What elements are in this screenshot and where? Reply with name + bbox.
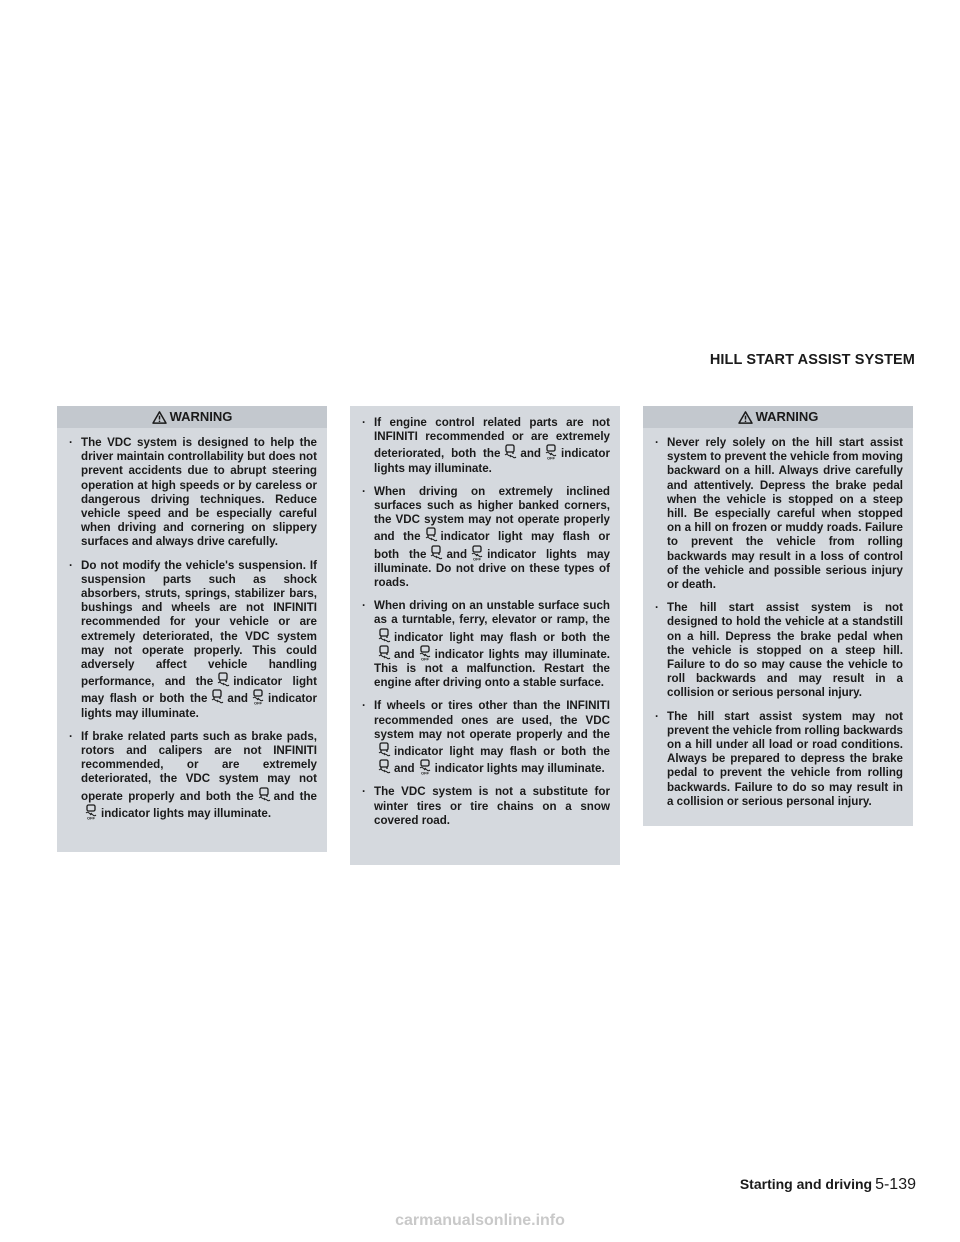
warning-label: WARNING <box>755 409 819 424</box>
watermark: carmanualsonline.info <box>395 1212 565 1229</box>
vdc-slip-indicator-icon <box>377 628 391 644</box>
warning-box-hill-start <box>643 406 913 826</box>
list-item: · The hill start assist system may not prevent the vehicle from rolling backwards on a hill under all load or road conditions. Always be prepared to depress the brake pedal to prevent the vehicle from rolling backwards. Failure to do so may result in a collision or serious personal injury. <box>655 709 903 808</box>
warning-triangle-icon <box>738 411 753 424</box>
list-item: · Never rely solely on the hill start assist system to prevent the vehicle from moving backward on a hill. Always drive carefully and attentively. Depress the brake pedal when the vehicle is stopped on a steep hill. Be especially careful when stopped on a hill on frozen or muddy roads. Failure to prevent the vehicle from rolling backwards may result in a loss of control of the vehicle and possible serious injury or death. <box>655 436 903 592</box>
list-item: · When driving on extremely inclined surfaces such as higher banked corners, the VDC system may not operate properly and the indicator light may flash or both the and indicator lights may illuminate. Do not drive on these types of roads. <box>362 484 610 590</box>
list-item: · The VDC system is not a substitute for winter tires or tire chains on a snow covered road. <box>362 785 610 827</box>
warning-list <box>643 428 913 809</box>
warning-triangle-icon <box>152 411 167 424</box>
vdc-off-indicator-icon <box>84 804 98 820</box>
vdc-off-indicator-icon <box>544 444 558 460</box>
vdc-slip-indicator-icon <box>216 672 230 688</box>
section-heading: HILL START ASSIST SYSTEM <box>709 352 915 368</box>
vdc-slip-indicator-icon <box>377 759 391 775</box>
list-item: · If wheels or tires other than the INFINITI recommended ones are used, the VDC system may not operate properly and theindicator light may flash or both theand indicator lights may illuminate. <box>362 699 610 776</box>
list-item: · When driving on an unstable surface such as a turntable, ferry, elevator or ramp, theindicator light may flash or both theand indicator lights may illuminate. This is not a malfunction. Restart the engine after driving onto a stable surface. <box>362 599 610 690</box>
vdc-off-indicator-icon <box>251 689 265 705</box>
warning-list <box>57 428 327 821</box>
vdc-slip-indicator-icon <box>377 645 391 661</box>
list-item: · Do not modify the vehicle's suspension. If suspension parts such as shock absorbers, struts, springs, stabilizer bars, bushings and wheels are not INFINITI recommended for your vehicle or are extremely deteriorated, the VDC system may not operate properly. This could adversely affect vehicle handling performance, and the indicator light may flash or both the and indicator lights may illuminate. <box>69 558 317 720</box>
warning-box-vdc-1 <box>57 406 327 852</box>
warning-label: WARNING <box>169 409 233 424</box>
vdc-slip-indicator-icon <box>377 742 391 758</box>
vdc-slip-indicator-icon <box>210 689 224 705</box>
warning-header <box>57 406 327 428</box>
vdc-slip-indicator-icon <box>424 527 438 543</box>
vdc-off-indicator-icon <box>418 645 432 661</box>
warning-list <box>350 408 620 828</box>
vdc-slip-indicator-icon <box>429 545 443 561</box>
vdc-off-indicator-icon <box>418 759 432 775</box>
vdc-off-indicator-icon <box>470 545 484 561</box>
vdc-slip-indicator-icon <box>503 444 517 460</box>
list-item: · If engine control related parts are not INFINITI recommended or are extremely deteriorated, both the and indicator lights may illuminate. <box>362 416 610 475</box>
page-footer <box>740 1176 916 1194</box>
footer-section-title: Starting and driving <box>739 1176 873 1192</box>
list-item: · If brake related parts such as brake pads, rotors and calipers are not INFINITI recommended, or are extremely deteriorated, the VDC system may not operate properly and both the and theindicator lights may illuminate. <box>69 729 317 820</box>
list-item: · The hill start assist system is not designed to hold the vehicle at a standstill on a hill. Depress the brake pedal when the vehicle is stopped on a steep hill. Failure to do so may cause the vehicle to roll backwards and may result in a collision or serious personal injury. <box>655 601 903 700</box>
page-number: 5-139 <box>875 1176 916 1193</box>
list-item: · The VDC system is designed to help the driver maintain controllability but does not prevent accidents due to abrupt steering operation at high speeds or by careless or dangerous driving techniques. Reduce vehicle speed and be especially careful when driving and cornering on slippery surfaces and always drive carefully. <box>69 436 317 549</box>
warning-header <box>643 406 913 428</box>
warning-box-vdc-2 <box>350 406 620 865</box>
vdc-slip-indicator-icon <box>257 787 271 803</box>
